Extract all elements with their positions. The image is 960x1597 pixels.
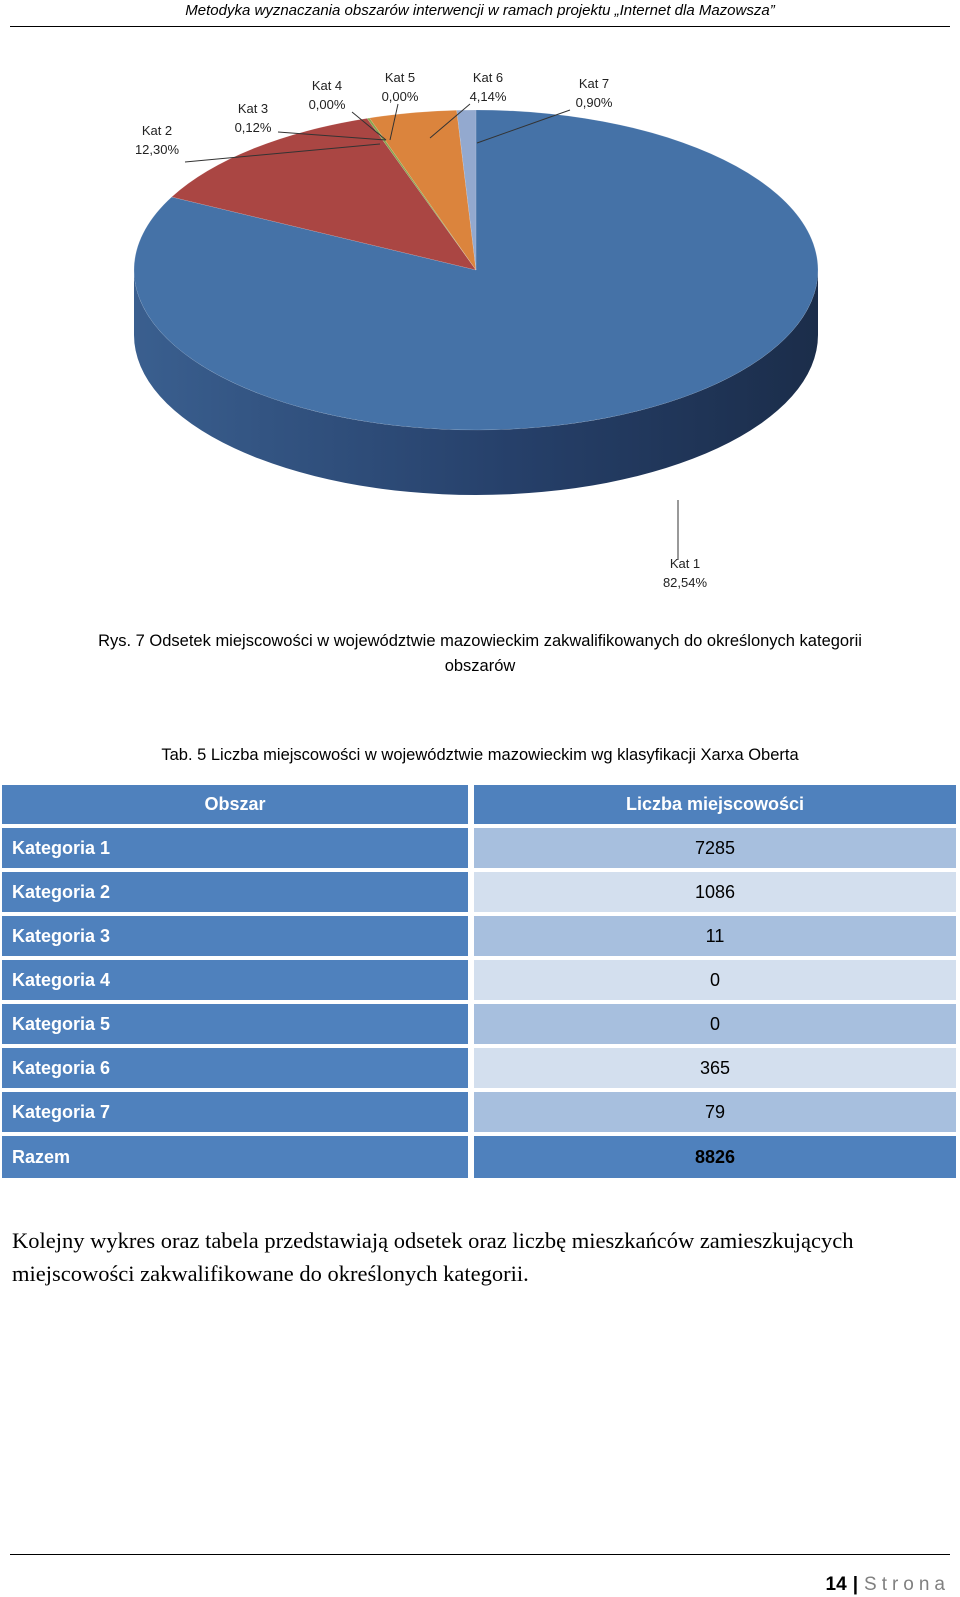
pie-label-name-5: Kat 5 — [384, 70, 416, 85]
table-header-row — [2, 785, 956, 824]
pie-label-name-3: Kat 3 — [237, 101, 269, 116]
pie-label-value-6: 4,14% — [469, 89, 507, 104]
row-value: 0 — [468, 960, 956, 1000]
figure-caption-line1: Rys. 7 Odsetek miejscowości w województwie mazowieckim zakwalifikowanych do określonych kategorii — [98, 632, 862, 650]
pie-label-value-1: 82,54% — [662, 575, 708, 590]
figure-caption — [20, 629, 940, 679]
pie-chart — [0, 60, 960, 620]
figure-caption-line2: obszarów — [444, 657, 516, 675]
pie-label-name-4: Kat 4 — [311, 78, 343, 93]
row-value: 7285 — [468, 828, 956, 868]
row-label: Kategoria 5 — [2, 1004, 468, 1044]
page-footer — [826, 1573, 950, 1597]
pie-label-value-7: 0,90% — [575, 95, 613, 110]
total-value: 8826 — [468, 1136, 956, 1178]
header-divider — [10, 26, 950, 27]
pie-label-name-7: Kat 7 — [578, 76, 610, 91]
footer-separator: | — [852, 1574, 859, 1595]
row-label: Kategoria 6 — [2, 1048, 468, 1088]
page-word: Strona — [864, 1574, 950, 1595]
data-table — [2, 781, 956, 1182]
pie-label-name-1: Kat 1 — [669, 556, 701, 571]
table-row — [2, 916, 956, 956]
pie-label-name-6: Kat 6 — [472, 70, 504, 85]
table-row — [2, 872, 956, 912]
table-row — [2, 960, 956, 1000]
table-row — [2, 1092, 956, 1132]
pie-label-value-4: 0,00% — [308, 97, 346, 112]
row-value: 365 — [468, 1048, 956, 1088]
header-title: Metodyka wyznaczania obszarów interwencji w ramach projektu „Internet dla Mazowsza” — [185, 2, 775, 19]
table-row — [2, 828, 956, 868]
table-total-row — [2, 1136, 956, 1178]
table-caption: Tab. 5 Liczba miejscowości w województwie mazowieckim wg klasyfikacji Xarxa Oberta — [161, 746, 799, 764]
header-liczba: Liczba miejscowości — [468, 785, 956, 824]
row-label: Kategoria 4 — [2, 960, 468, 1000]
total-label: Razem — [2, 1136, 468, 1178]
row-label: Kategoria 1 — [2, 828, 468, 868]
row-label: Kategoria 3 — [2, 916, 468, 956]
page-header — [0, 0, 960, 26]
header-obszar: Obszar — [2, 785, 468, 824]
pie-label-value-5: 0,00% — [381, 89, 419, 104]
row-label: Kategoria 2 — [2, 872, 468, 912]
body-paragraph: Kolejny wykres oraz tabela przedstawiają odsetek oraz liczbę mieszkańców zamieszkujących miejscowości zakwalifikowane do określonych kategorii. — [12, 1228, 854, 1286]
table-row — [2, 1048, 956, 1088]
table-row — [2, 1004, 956, 1044]
row-value: 0 — [468, 1004, 956, 1044]
row-label: Kategoria 7 — [2, 1092, 468, 1132]
row-value: 11 — [468, 916, 956, 956]
row-value: 1086 — [468, 872, 956, 912]
pie-label-value-3: 0,12% — [234, 120, 272, 135]
page-number: 14 — [825, 1574, 847, 1595]
footer-divider — [10, 1554, 950, 1555]
pie-label-value-2: 12,30% — [134, 142, 180, 157]
row-value: 79 — [468, 1092, 956, 1132]
pie-slices — [134, 110, 818, 430]
pie-label-name-2: Kat 2 — [141, 123, 173, 138]
